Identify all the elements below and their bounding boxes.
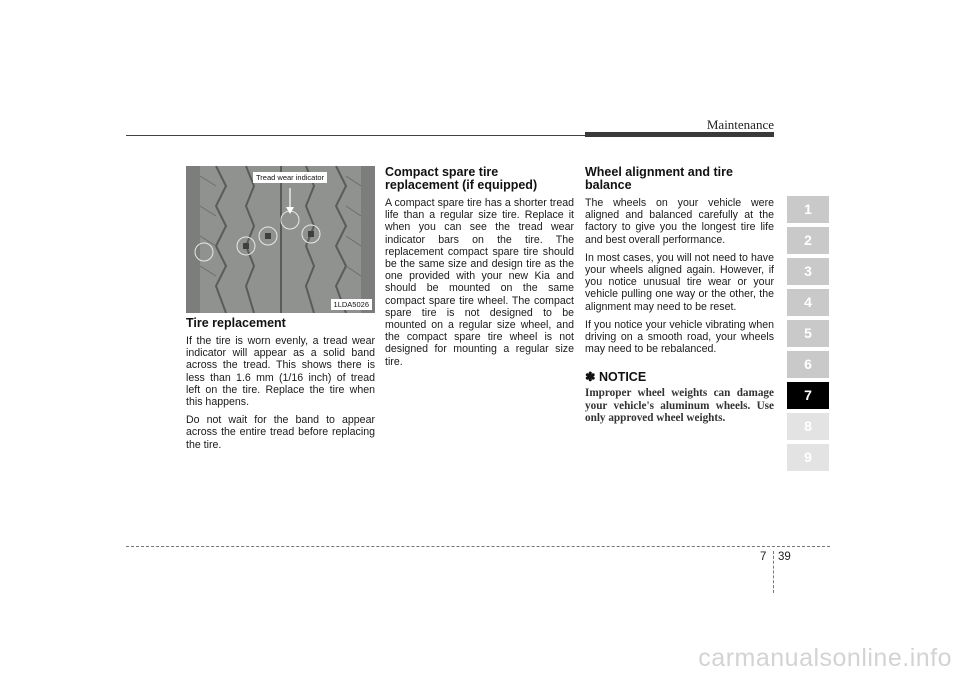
- chapter-tab-8[interactable]: 8: [787, 413, 829, 440]
- header-rule-accent: [585, 132, 774, 137]
- chapter-tab-2[interactable]: 2: [787, 227, 829, 254]
- footer-rule: [126, 546, 830, 547]
- page-number: 39: [778, 551, 791, 563]
- chapter-tab-6[interactable]: 6: [787, 351, 829, 378]
- chapter-tab-3[interactable]: 3: [787, 258, 829, 285]
- footer-divider: [773, 551, 774, 593]
- paragraph: A compact spare tire has a shorter tread life than a regular size tire. Replace it when you can see the tread wear indicator bars on the tire. The replacement compact spare tire should be the same size and design tire as the one provided with your new Kia and should be mounted on the same compact spare tire wheel. The compact spare tire is not designed to be mounted on a regular size wheel, and the compact spare tire wheel is not designed for mounting a regular size tire.: [385, 197, 574, 368]
- section-heading: Compact spare tire replacement (if equipped): [385, 165, 538, 192]
- chapter-tab-5[interactable]: 5: [787, 320, 829, 347]
- notice-title: ✽ NOTICE: [585, 370, 647, 385]
- paragraph: In most cases, you will not need to have your wheels aligned again. However, if you notice unusual tire wear or your vehicle pulling one way or the other, the alignment may need to be reset.: [585, 251, 774, 313]
- section-heading: Wheel alignment and tire balance: [585, 165, 733, 192]
- chapter-tabs: [787, 196, 829, 475]
- chapter-tab-1[interactable]: 1: [787, 196, 829, 223]
- notice-text: Improper wheel weights can damage your vehicle's aluminum wheels. Use only approved wheel weights.: [585, 387, 774, 425]
- chapter-tab-9[interactable]: 9: [787, 444, 829, 471]
- page-chapter-number: 7: [760, 551, 767, 563]
- paragraph: The wheels on your vehicle were aligned and balanced carefully at the factory to give you the longest tire life and best overall performance.: [585, 197, 774, 246]
- chapter-tab-4[interactable]: 4: [787, 289, 829, 316]
- paragraph: Do not wait for the band to appear across the entire tread before replacing the tire.: [186, 414, 375, 451]
- tire-tread-illustration: [186, 166, 375, 313]
- watermark: carmanualsonline.info: [698, 644, 952, 672]
- column-tire-replacement: [186, 166, 375, 457]
- chapter-tab-7[interactable]: 7: [787, 382, 829, 409]
- column-wheel-alignment: [585, 166, 774, 424]
- section-heading: Tire replacement: [186, 316, 286, 330]
- paragraph: If the tire is worn evenly, a tread wear indicator will appear as a solid band across the tread. This shows there is less than 1.6 mm (1/16 inch) of tread left on the tire. Replace the tire when this happens.: [186, 335, 375, 409]
- figure-code: 1LDA5026: [331, 299, 372, 310]
- section-title: Maintenance: [706, 117, 774, 132]
- column-compact-spare: [385, 166, 574, 374]
- paragraph: If you notice your vehicle vibrating when driving on a smooth road, your wheels may need to be rebalanced.: [585, 318, 774, 356]
- tire-tread-figure: [186, 166, 375, 313]
- figure-label: Tread wear indicator: [253, 172, 327, 183]
